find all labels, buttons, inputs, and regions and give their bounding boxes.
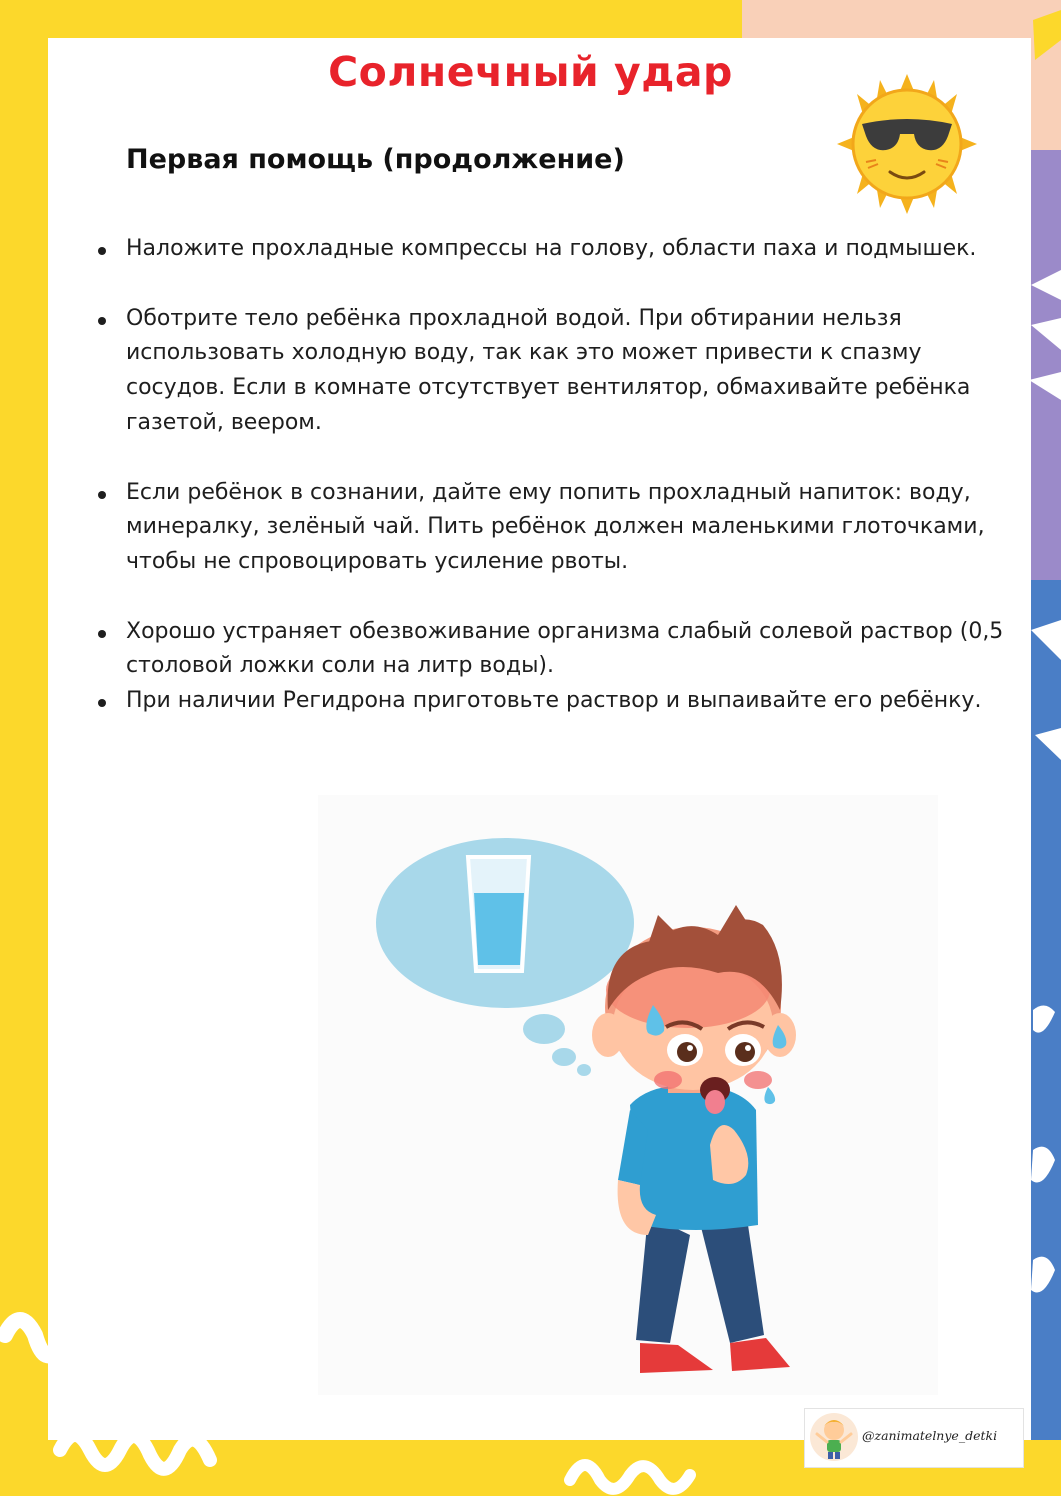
list-item: При наличии Регидрона приготовьте раствор и выпаивайте его ребёнку. <box>95 684 1020 719</box>
page-title: Солнечный удар <box>328 48 733 96</box>
child-avatar-icon <box>809 1412 859 1462</box>
list-item: Оботрите тело ребёнка прохладной водой. При обтирании нельзя использовать холодную воду, так как это может привести к спазму сосудов. Если в комнате отсутствует вентилятор, обмахивайте ребёнка газетой, веером. <box>95 302 1020 441</box>
right-edge-decoration <box>1025 0 1061 1496</box>
glass-of-water-icon <box>468 857 529 971</box>
section-subtitle: Первая помощь (продолжение) <box>126 144 625 175</box>
list-item: Наложите прохладные компрессы на голову, области паха и подмышек. <box>95 232 1020 267</box>
author-handle: @zanimatelnye_detki <box>862 1428 998 1443</box>
list-item: Хорошо устраняет обезвоживание организма слабый солевой раствор (0,5 столовой ложки соли на литр воды). <box>95 615 1020 684</box>
bottom-left-scribble <box>0 1300 300 1496</box>
list-item: Если ребёнок в сознании, дайте ему попить прохладный напиток: воду, минералку, зелёный чай. Пить ребёнок должен маленькими глоточками, чтобы не спровоцировать усиление рвоты. <box>95 476 1020 580</box>
author-badge <box>804 1408 1024 1468</box>
bottom-right-scribble <box>560 1440 800 1496</box>
thirsty-boy-illustration <box>318 795 938 1395</box>
first-aid-list <box>95 232 1020 719</box>
sun-with-sunglasses-icon <box>832 74 982 214</box>
